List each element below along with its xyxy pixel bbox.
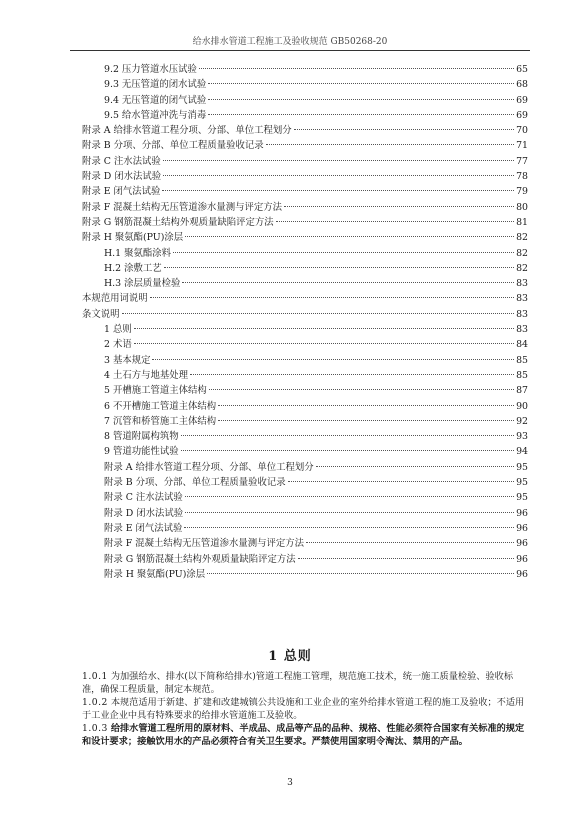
- toc-entry-label: 9.2 压力管道水压试验: [104, 64, 197, 75]
- clause-1-0-2: [82, 697, 528, 722]
- toc-entry: [82, 353, 528, 368]
- toc-entry-label: 附录 E 闭气法试验: [104, 522, 183, 534]
- toc-leader-dots: [184, 527, 514, 528]
- toc-entry-label: 附录 C 注水法试验: [104, 492, 183, 504]
- clause-number: 1.0.1: [82, 671, 108, 682]
- toc-entry-page: 69: [516, 94, 528, 106]
- toc-entry: [82, 307, 528, 322]
- toc-leader-dots: [182, 282, 514, 283]
- toc-leader-dots: [298, 558, 514, 559]
- toc-entry-page: 85: [516, 369, 528, 381]
- toc-leader-dots: [181, 435, 514, 436]
- toc-entry-page: 96: [516, 538, 528, 550]
- running-header: 给水排水管道工程施工及验收规范 GB50268-20: [192, 37, 388, 47]
- toc-entry-label: 9.3 无压管道的闭水试验: [104, 79, 207, 91]
- toc-entry-page: 65: [516, 64, 528, 75]
- toc-entry-label: H.2 涂敷工艺: [104, 262, 162, 274]
- toc-entry-page: 85: [516, 354, 528, 366]
- toc-entry: [82, 383, 528, 398]
- toc-entry: [82, 108, 528, 123]
- toc-entry-label: 附录 H 聚氨酯(PU)涂层: [104, 568, 206, 580]
- toc-entry-label: 2 术语: [104, 339, 132, 351]
- toc-leader-dots: [284, 206, 514, 207]
- toc-entry-label: 附录 C 注水法试验: [82, 155, 161, 167]
- toc-entry-page: 84: [516, 339, 528, 351]
- toc-entry: [82, 536, 528, 551]
- toc-entry: [82, 276, 528, 291]
- toc-entry-page: 87: [516, 385, 528, 397]
- toc-leader-dots: [185, 496, 514, 497]
- toc-entry-label: 附录 D 闭水法试验: [104, 507, 184, 519]
- toc-entry-label: 附录 G 钢筋混凝土结构外观质量缺陷评定方法: [82, 216, 274, 228]
- toc-entry-page: 69: [516, 109, 528, 121]
- toc-entry-page: 90: [516, 400, 528, 412]
- toc-leader-dots: [150, 297, 514, 298]
- clause-number: 1.0.2: [82, 697, 108, 708]
- toc-entry-page: 82: [516, 262, 528, 274]
- toc-entry: [82, 154, 528, 169]
- toc-entry: [82, 261, 528, 276]
- toc-entry-page: 70: [516, 125, 528, 137]
- toc-entry-label: 9.5 给水管道冲洗与消毒: [104, 109, 207, 121]
- toc-entry-page: 83: [516, 278, 528, 290]
- table-of-contents: [82, 62, 528, 582]
- toc-entry-label: 本规范用词说明: [82, 293, 148, 305]
- toc-entry-page: 80: [516, 201, 528, 213]
- toc-leader-dots: [208, 83, 514, 84]
- toc-entry-label: 附录 F 混凝土结构无压管道渗水量测与评定方法: [82, 201, 282, 213]
- toc-entry-label: 附录 A 给排水管道工程分项、分部、单位工程划分: [82, 125, 292, 137]
- toc-entry-label: 附录 G 钢筋混凝土结构外观质量缺陷评定方法: [104, 553, 296, 565]
- toc-entry-page: 83: [516, 324, 528, 336]
- toc-leader-dots: [207, 573, 514, 574]
- toc-entry-label: 7 沉管和桥管施工主体结构: [104, 415, 217, 427]
- toc-leader-dots: [208, 99, 514, 100]
- toc-leader-dots: [190, 374, 514, 375]
- toc-entry: [82, 429, 528, 444]
- toc-leader-dots: [218, 420, 514, 421]
- clause-text: 给排水管道工程所用的原材料、半成品、成品等产品的品种、规格、性能必须符合国家有关标准的规定和设计要求；接触饮用水的产品必须符合有关卫生要求。严禁使用国家明令淘汰、禁用的产品。: [82, 723, 525, 747]
- clause-number: 1.0.3: [82, 723, 108, 734]
- toc-entry-label: 9.4 无压管道的闭气试验: [104, 94, 207, 106]
- toc-entry: [82, 368, 528, 383]
- toc-entry-page: 83: [516, 293, 528, 305]
- toc-entry: [82, 230, 528, 245]
- toc-entry: [82, 552, 528, 567]
- toc-entry-page: 92: [516, 415, 528, 427]
- toc-entry-page: 82: [516, 247, 528, 259]
- page-number: 3: [287, 778, 293, 788]
- toc-leader-dots: [185, 236, 514, 237]
- toc-leader-dots: [173, 252, 514, 253]
- toc-entry: [82, 506, 528, 521]
- toc-leader-dots: [163, 160, 514, 161]
- toc-entry-label: H.3 涂层质量检验: [104, 278, 181, 290]
- toc-entry-page: 96: [516, 507, 528, 519]
- toc-entry: [82, 246, 528, 261]
- toc-entry-label: 5 开槽施工管道主体结构: [104, 385, 207, 397]
- toc-entry-page: 77: [516, 155, 528, 167]
- toc-leader-dots: [316, 466, 514, 467]
- toc-entry-page: 83: [516, 308, 528, 320]
- toc-entry-page: 68: [516, 79, 528, 91]
- toc-entry-label: 9 管道功能性试验: [104, 446, 179, 458]
- toc-entry-label: 8 管道附属构筑物: [104, 431, 179, 443]
- toc-leader-dots: [294, 129, 514, 130]
- toc-leader-dots: [163, 175, 514, 176]
- toc-entry-label: 1 总则: [104, 324, 132, 336]
- toc-leader-dots: [185, 512, 514, 513]
- toc-leader-dots: [288, 481, 514, 482]
- toc-leader-dots: [164, 267, 514, 268]
- toc-entry: [82, 475, 528, 490]
- toc-leader-dots: [218, 405, 514, 406]
- toc-entry-page: 79: [516, 186, 528, 198]
- toc-leader-dots: [209, 389, 514, 390]
- toc-leader-dots: [208, 114, 514, 115]
- toc-entry-page: 96: [516, 568, 528, 580]
- toc-entry-label: 附录 A 给排水管道工程分项、分部、单位工程划分: [104, 461, 314, 473]
- toc-entry: [82, 215, 528, 230]
- toc-entry: [82, 337, 528, 352]
- toc-entry: [82, 291, 528, 306]
- toc-entry-page: 95: [516, 461, 528, 473]
- toc-entry-page: 96: [516, 553, 528, 565]
- toc-entry-label: 附录 D 闭水法试验: [82, 171, 162, 183]
- toc-entry-page: 95: [516, 477, 528, 489]
- clause-text: 为加强给水、排水(以下简称给排水)管道工程施工管理，规范施工技术，统一施工质量检验、验收标准，确保工程质量，制定本规范。: [82, 671, 514, 695]
- toc-entry-label: 条文说明: [82, 308, 120, 320]
- toc-leader-dots: [134, 343, 514, 344]
- toc-leader-dots: [199, 68, 514, 69]
- toc-entry-page: 78: [516, 171, 528, 183]
- toc-entry: [82, 169, 528, 184]
- toc-entry: [82, 444, 528, 459]
- toc-entry-label: 附录 F 混凝土结构无压管道渗水量测与评定方法: [104, 538, 304, 550]
- toc-entry: [82, 62, 528, 77]
- toc-leader-dots: [306, 542, 514, 543]
- toc-leader-dots: [276, 221, 514, 222]
- header-rule: [70, 50, 530, 51]
- toc-entry: [82, 399, 528, 414]
- toc-entry: [82, 77, 528, 92]
- toc-entry-label: H.1 聚氨酯涂料: [104, 247, 171, 259]
- toc-entry: [82, 490, 528, 505]
- clause-text: 本规范适用于新建、扩建和改建城镇公共设施和工业企业的室外给排水管道工程的施工及验收；不适用于工业企业中具有特殊要求的给排水管道施工及验收。: [82, 697, 525, 721]
- toc-entry-page: 93: [516, 431, 528, 443]
- toc-entry: [82, 567, 528, 582]
- toc-entry: [82, 184, 528, 199]
- clause-1-0-1: [82, 671, 528, 696]
- toc-entry: [82, 123, 528, 138]
- toc-entry: [82, 414, 528, 429]
- toc-leader-dots: [162, 190, 514, 191]
- toc-leader-dots: [181, 450, 514, 451]
- toc-entry-label: 附录 E 闭气法试验: [82, 186, 161, 198]
- toc-entry-label: 附录 B 分项、分部、单位工程质量验收记录: [82, 140, 264, 152]
- section-title: 1 总则: [268, 649, 312, 664]
- toc-entry: [82, 521, 528, 536]
- toc-entry: [82, 460, 528, 475]
- toc-entry-label: 4 土石方与地基处理: [104, 369, 188, 381]
- toc-entry-label: 附录 H 聚氨酯(PU)涂层: [82, 232, 184, 244]
- toc-entry-page: 71: [516, 140, 528, 152]
- toc-entry: [82, 93, 528, 108]
- toc-entry-label: 6 不开槽施工管道主体结构: [104, 400, 217, 412]
- toc-entry: [82, 138, 528, 153]
- toc-entry-page: 94: [516, 446, 528, 458]
- toc-leader-dots: [152, 359, 514, 360]
- toc-leader-dots: [266, 144, 514, 145]
- toc-entry-label: 3 基本规定: [104, 354, 151, 366]
- toc-entry-page: 82: [516, 232, 528, 244]
- toc-entry-label: 附录 B 分项、分部、单位工程质量验收记录: [104, 477, 286, 489]
- toc-entry: [82, 322, 528, 337]
- toc-entry-page: 96: [516, 522, 528, 534]
- toc-entry-page: 81: [516, 216, 528, 228]
- clause-1-0-3: [82, 723, 528, 748]
- toc-leader-dots: [122, 313, 515, 314]
- toc-leader-dots: [134, 328, 514, 329]
- toc-entry: [82, 200, 528, 215]
- toc-entry-page: 95: [516, 492, 528, 504]
